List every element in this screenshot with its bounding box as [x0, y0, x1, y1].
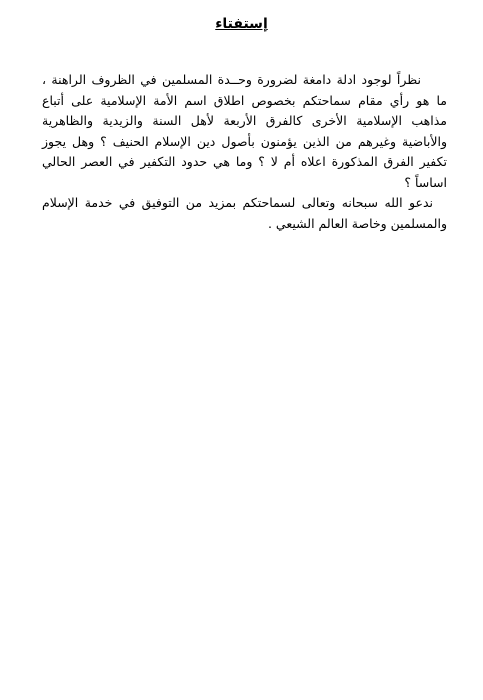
document-title: إستفتاء — [215, 16, 268, 32]
question-paragraph: نظراً لوجود ادلة دامغة لضرورة وحــدة المسلمين في الظروف الراهنة ، ما هو رأي مقام سماحتكم بخصوص اطلاق اسم الأمة الإسلامية على أتباع مذاهب الإسلامية الأخرى كالفرق الأربعة لأهل السنة والزيدية والظاهرية والأباضية وغيرهم من الذين يؤمنون بأصول دين الإسلام الحنيف ؟ وهل يجوز تكفير الفرق المذكورة اعلاه أم لا ؟ وما هي حدود التكفير في العصر الحالي اساساً ؟ — [42, 72, 447, 190]
closing-prayer-paragraph: ندعو الله سبحانه وتعالى لسماحتكم بمزيد من التوفيق في خدمة الإسلام والمسلمين وخاصة العالم الشيعي . — [42, 195, 447, 231]
document-body — [42, 70, 447, 234]
